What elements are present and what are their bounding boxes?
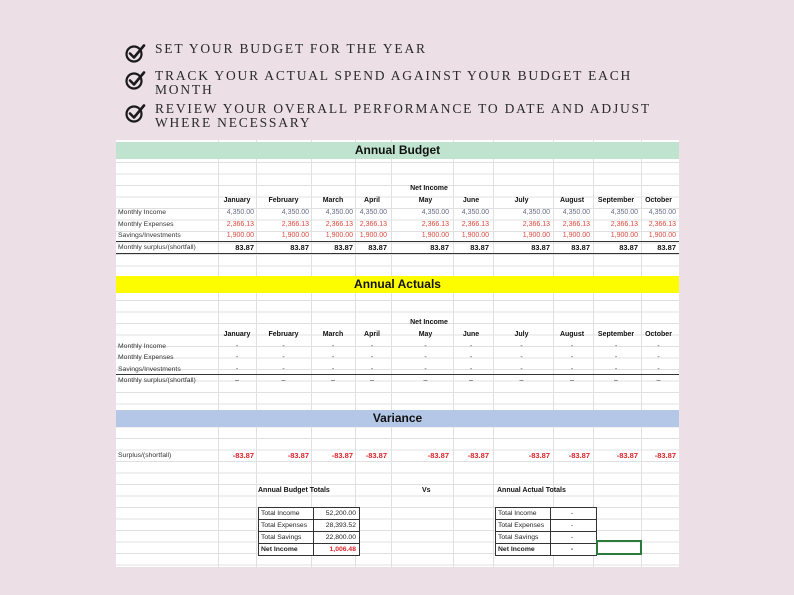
actual-cell: - bbox=[469, 354, 473, 361]
month-header: February bbox=[268, 331, 299, 338]
budget-savings-cell: 1,900.00 bbox=[421, 232, 449, 239]
vs-label: Vs bbox=[422, 487, 431, 494]
actual-cell: - bbox=[570, 343, 574, 350]
totals-value: - bbox=[570, 510, 574, 517]
actual-cell: - bbox=[370, 366, 374, 373]
actual-surplus-cell: – bbox=[370, 377, 374, 384]
totals-value: - bbox=[570, 522, 574, 529]
row-label: Monthly Income bbox=[118, 209, 166, 216]
totals-row bbox=[496, 508, 596, 520]
actual-cell: - bbox=[282, 366, 285, 373]
annual-actuals-band bbox=[116, 276, 679, 293]
feature-bullets bbox=[124, 42, 664, 135]
actual-cell: - bbox=[331, 366, 335, 373]
actual-cell: - bbox=[469, 343, 473, 350]
actual-cell: - bbox=[424, 366, 427, 373]
budget-income-cell: 4,350.00 bbox=[421, 209, 449, 216]
bullet-text: TRACK YOUR ACTUAL SPEND AGAINST YOUR BUDGET EACH MONTH bbox=[155, 68, 633, 97]
annual-budget-title: Annual Budget bbox=[354, 143, 441, 157]
month-header: May bbox=[418, 197, 433, 204]
budget-savings-cell: 1,900.00 bbox=[359, 232, 387, 239]
variance-title: Variance bbox=[372, 411, 423, 425]
actual-cell: - bbox=[570, 354, 574, 361]
budget-expenses-cell: 2,366.13 bbox=[461, 221, 489, 228]
totals-row bbox=[259, 544, 359, 555]
month-header: January bbox=[223, 197, 251, 204]
budget-income-cell: 4,350.00 bbox=[281, 209, 309, 216]
budget-savings-cell: 1,900.00 bbox=[562, 232, 590, 239]
month-header: August bbox=[559, 197, 585, 204]
month-header: March bbox=[322, 331, 344, 338]
actual-cell: - bbox=[570, 366, 574, 373]
month-header: February bbox=[268, 197, 299, 204]
annual-budget-band bbox=[116, 142, 679, 159]
totals-value: - bbox=[570, 534, 574, 541]
row-label: Savings/Investments bbox=[118, 366, 181, 373]
row-label: Monthly Expenses bbox=[118, 354, 174, 361]
selected-cell[interactable] bbox=[596, 540, 642, 555]
budget-savings-cell: 1,900.00 bbox=[226, 232, 254, 239]
budget-savings-cell: 1,900.00 bbox=[648, 232, 676, 239]
variance-cell: -83.87 bbox=[427, 451, 449, 460]
totals-label: Net Income bbox=[496, 544, 551, 555]
budget-surplus-cell: 83.87 bbox=[430, 243, 449, 252]
month-header: May bbox=[418, 331, 433, 338]
row-label: Monthly Income bbox=[118, 343, 166, 350]
budget-savings-cell: 1,900.00 bbox=[281, 232, 309, 239]
budget-expenses-cell: 2,366.13 bbox=[522, 221, 550, 228]
budget-expenses-cell: 2,366.13 bbox=[562, 221, 590, 228]
actual-cell: - bbox=[282, 354, 285, 361]
budget-surplus-cell: 83.87 bbox=[531, 243, 550, 252]
budget-income-cell: 4,350.00 bbox=[522, 209, 550, 216]
month-header: September bbox=[597, 197, 635, 204]
totals-row bbox=[496, 520, 596, 532]
month-header: October bbox=[645, 331, 672, 338]
budget-expenses-cell: 2,366.13 bbox=[648, 221, 676, 228]
budget-savings-cell: 1,900.00 bbox=[522, 232, 550, 239]
row-label: Monthly surplus/(shortfall) bbox=[118, 244, 196, 251]
actual-cell: - bbox=[614, 366, 618, 373]
budget-income-cell: 4,350.00 bbox=[359, 209, 387, 216]
budget-expenses-cell: 2,366.13 bbox=[359, 221, 387, 228]
totals-row bbox=[496, 544, 596, 555]
bullet-item bbox=[124, 102, 664, 130]
bullet-text: SET YOUR BUDGET FOR THE YEAR bbox=[155, 41, 427, 56]
totals-label: Total Income bbox=[259, 508, 314, 519]
budget-surplus-cell: 83.87 bbox=[368, 243, 387, 252]
actual-cell: - bbox=[657, 366, 660, 373]
totals-row bbox=[259, 508, 359, 520]
month-header: April bbox=[364, 197, 380, 204]
month-header: August bbox=[559, 331, 585, 338]
actual-cell: - bbox=[657, 343, 660, 350]
actual-cell: - bbox=[424, 354, 427, 361]
budget-surplus-cell: 83.87 bbox=[571, 243, 590, 252]
actual-surplus-cell: – bbox=[281, 377, 286, 384]
spreadsheet[interactable] bbox=[116, 140, 679, 567]
bullet-item bbox=[124, 69, 664, 97]
grid-column-line bbox=[391, 140, 392, 567]
variance-cell: -83.87 bbox=[616, 451, 638, 460]
budget-income-cell: 4,350.00 bbox=[226, 209, 254, 216]
budget-income-cell: 4,350.00 bbox=[610, 209, 638, 216]
actual-cell: - bbox=[235, 354, 239, 361]
actual-surplus-cell: – bbox=[423, 377, 428, 384]
actual-surplus-cell: – bbox=[331, 377, 335, 384]
variance-cell: -83.87 bbox=[568, 451, 590, 460]
month-header: March bbox=[322, 197, 344, 204]
totals-value: 1,006.48 bbox=[329, 546, 356, 553]
totals-value: - bbox=[570, 546, 574, 553]
variance-cell: -83.87 bbox=[232, 451, 254, 460]
budget-surplus-bottom-border bbox=[116, 253, 679, 254]
budget-totals-table bbox=[258, 507, 360, 556]
budget-surplus-cell: 83.87 bbox=[334, 243, 353, 252]
budget-savings-cell: 1,900.00 bbox=[461, 232, 489, 239]
budget-expenses-cell: 2,366.13 bbox=[610, 221, 638, 228]
actual-cell: - bbox=[370, 343, 374, 350]
net-income-header: Net Income bbox=[410, 185, 448, 192]
budget-surplus-cell: 83.87 bbox=[470, 243, 489, 252]
month-header: July bbox=[514, 331, 529, 338]
actual-cell: - bbox=[235, 366, 239, 373]
actual-totals-title: Annual Actual Totals bbox=[497, 487, 566, 494]
actual-cell: - bbox=[614, 354, 618, 361]
variance-cell: -83.87 bbox=[654, 451, 676, 460]
budget-totals-title: Annual Budget Totals bbox=[258, 487, 330, 494]
actual-cell: - bbox=[520, 343, 523, 350]
variance-band bbox=[116, 410, 679, 427]
totals-label: Net Income bbox=[259, 544, 314, 555]
totals-value: 22,800.00 bbox=[325, 534, 356, 541]
variance-cell: -83.87 bbox=[528, 451, 550, 460]
totals-row bbox=[259, 532, 359, 544]
variance-cell: -83.87 bbox=[287, 451, 309, 460]
budget-savings-cell: 1,900.00 bbox=[610, 232, 638, 239]
budget-surplus-cell: 83.87 bbox=[619, 243, 638, 252]
month-header: October bbox=[645, 197, 672, 204]
actual-cell: - bbox=[657, 354, 660, 361]
budget-expenses-cell: 2,366.13 bbox=[281, 221, 309, 228]
row-label: Monthly surplus/(shortfall) bbox=[118, 377, 196, 384]
net-income-header: Net Income bbox=[410, 319, 448, 326]
actual-cell: - bbox=[469, 366, 473, 373]
bullet-item bbox=[124, 42, 664, 64]
budget-expenses-cell: 2,366.13 bbox=[325, 221, 353, 228]
actual-cell: - bbox=[331, 354, 335, 361]
budget-income-cell: 4,350.00 bbox=[562, 209, 590, 216]
variance-cell: -83.87 bbox=[467, 451, 489, 460]
budget-surplus-cell: 83.87 bbox=[290, 243, 309, 252]
month-header: April bbox=[364, 331, 380, 338]
actual-totals-table bbox=[495, 507, 597, 556]
totals-label: Total Expenses bbox=[496, 520, 551, 531]
actual-surplus-cell: – bbox=[469, 377, 473, 384]
variance-cell: -83.87 bbox=[331, 451, 353, 460]
variance-cell: -83.87 bbox=[365, 451, 387, 460]
actual-cell: - bbox=[331, 343, 335, 350]
budget-surplus-cell: 83.87 bbox=[235, 243, 254, 252]
totals-label: Total Savings bbox=[496, 532, 551, 543]
actual-cell: - bbox=[424, 343, 427, 350]
bullet-text: REVIEW YOUR OVERALL PERFORMANCE TO DATE AND ADJUST WHERE NECESSARY bbox=[155, 101, 651, 130]
totals-label: Total Expenses bbox=[259, 520, 314, 531]
check-circle-icon bbox=[124, 102, 146, 124]
actual-cell: - bbox=[614, 343, 618, 350]
totals-value: 28,393.52 bbox=[325, 522, 356, 529]
month-header: July bbox=[514, 197, 529, 204]
actual-surplus-cell: – bbox=[519, 377, 524, 384]
annual-actuals-title: Annual Actuals bbox=[354, 277, 441, 291]
actual-surplus-top-border bbox=[116, 374, 679, 375]
month-header: September bbox=[597, 331, 635, 338]
budget-income-cell: 4,350.00 bbox=[461, 209, 489, 216]
budget-income-cell: 4,350.00 bbox=[325, 209, 353, 216]
totals-label: Total Savings bbox=[259, 532, 314, 543]
month-header: June bbox=[462, 197, 480, 204]
actual-surplus-cell: – bbox=[656, 377, 661, 384]
row-label: Savings/Investments bbox=[118, 232, 181, 239]
actual-cell: - bbox=[520, 366, 523, 373]
month-header: June bbox=[462, 331, 480, 338]
budget-expenses-cell: 2,366.13 bbox=[226, 221, 254, 228]
row-label: Monthly Expenses bbox=[118, 221, 174, 228]
check-circle-icon bbox=[124, 69, 146, 91]
month-header: January bbox=[223, 331, 251, 338]
budget-savings-cell: 1,900.00 bbox=[325, 232, 353, 239]
totals-row bbox=[496, 532, 596, 544]
actual-cell: - bbox=[520, 354, 523, 361]
actual-cell: - bbox=[235, 343, 239, 350]
budget-income-cell: 4,350.00 bbox=[648, 209, 676, 216]
budget-surplus-top-border bbox=[116, 241, 679, 242]
totals-value: 52,200.00 bbox=[325, 510, 356, 517]
variance-label: Surplus/(shortfall) bbox=[118, 452, 172, 459]
totals-label: Total Income bbox=[496, 508, 551, 519]
actual-cell: - bbox=[370, 354, 374, 361]
budget-expenses-cell: 2,366.13 bbox=[421, 221, 449, 228]
actual-cell: - bbox=[282, 343, 285, 350]
actual-surplus-cell: – bbox=[235, 377, 239, 384]
totals-row bbox=[259, 520, 359, 532]
budget-surplus-cell: 83.87 bbox=[657, 243, 676, 252]
actual-surplus-cell: – bbox=[614, 377, 618, 384]
actual-surplus-cell: – bbox=[570, 377, 574, 384]
check-circle-icon bbox=[124, 42, 146, 64]
